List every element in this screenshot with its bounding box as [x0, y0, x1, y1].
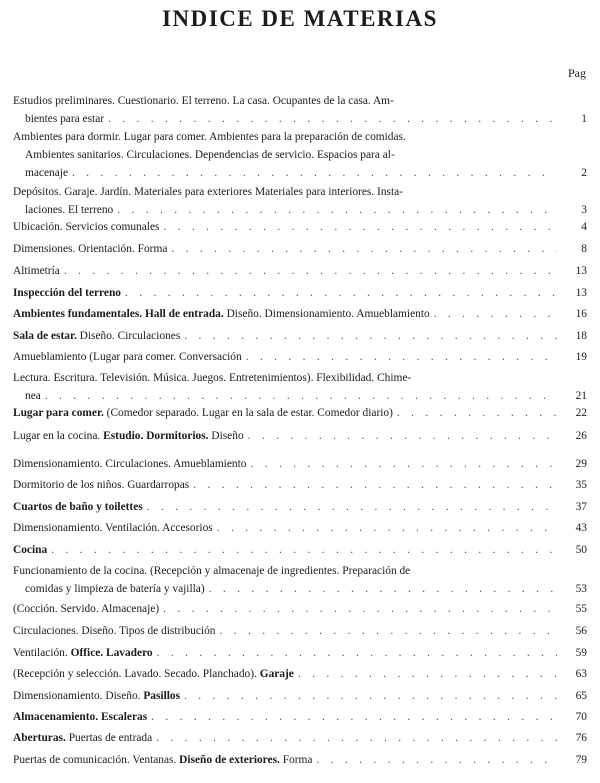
- toc-page-number: 29: [575, 458, 587, 470]
- toc-page-number: 56: [575, 625, 587, 637]
- toc-entry-line: [13, 644, 587, 662]
- toc-entry-text: [25, 149, 395, 161]
- toc-entry-heading: Garaje: [259, 668, 294, 680]
- toc-entry-text: [13, 95, 394, 107]
- toc-entry-line: [13, 327, 587, 345]
- toc-entry: [13, 751, 587, 769]
- toc-page-number: 16: [575, 308, 587, 320]
- toc-entry: [13, 455, 587, 473]
- toc-entry-subtopic: bientes para estar: [25, 113, 105, 125]
- toc-entry-subtopic: (Comedor separado. Lugar en la sala de estar. Comedor diario): [103, 407, 393, 419]
- toc-entry-subtopic: (Cocción. Servido. Almacenaje): [13, 603, 160, 615]
- toc-page-number: 4: [581, 221, 587, 233]
- toc-entry-subtopic: macenaje: [25, 167, 68, 179]
- dot-leader: [220, 622, 558, 640]
- toc-entry-subtopic: Ubicación. Servicios comunales: [13, 221, 160, 233]
- toc-entry-text: [13, 665, 294, 683]
- toc-entry: [13, 476, 587, 494]
- toc-entry: [13, 284, 587, 302]
- toc-page-number: 8: [581, 243, 587, 255]
- toc-entry-subtopic: Dimensiones. Orientación. Forma: [13, 243, 168, 255]
- dot-leader: [156, 729, 557, 747]
- toc-entry-line: [13, 708, 587, 726]
- toc-entry-line: [13, 427, 587, 445]
- toc-entry-subtopic: comidas y limpieza de batería y vajilla): [25, 583, 205, 595]
- toc-entry-text: [13, 262, 60, 280]
- dot-leader: [171, 240, 557, 258]
- toc-entry: [13, 600, 587, 618]
- toc-entry: [13, 729, 587, 747]
- toc-page-number: 53: [575, 583, 587, 595]
- toc-entry: [13, 644, 587, 662]
- toc-entry-text: [13, 404, 393, 422]
- toc-entry: [13, 369, 587, 405]
- dot-leader: [184, 327, 557, 345]
- dot-leader: [184, 687, 557, 705]
- toc-entry-line: [13, 284, 587, 302]
- toc-entry-text: [13, 476, 189, 494]
- toc-entry-heading: Ambientes fundamentales. Hall de entrada.: [13, 308, 224, 320]
- toc-page-number: 19: [575, 351, 587, 363]
- toc-entry-line: [13, 404, 587, 422]
- toc-page-number: 70: [575, 711, 587, 723]
- toc-entry-line: [13, 562, 587, 580]
- toc-entry-text: [13, 498, 143, 516]
- toc-page-number: 26: [575, 430, 587, 442]
- dot-leader: [298, 665, 557, 683]
- toc-entry-subtopic: Forma: [279, 754, 313, 766]
- toc-entry-text: [13, 372, 411, 384]
- toc-entry-subtopic: Funcionamiento de la cocina. (Recepción y almacenaje de ingredientes. Preparación de: [13, 565, 411, 577]
- dot-leader: [151, 708, 557, 726]
- page-column-header: Pag: [568, 66, 586, 80]
- dot-leader: [64, 262, 557, 280]
- dot-leader: [125, 284, 557, 302]
- toc-entry-heading: Office. Lavadero: [70, 647, 153, 659]
- toc-entry-subtopic: Puertas de entrada: [65, 732, 153, 744]
- toc-entry-subtopic: (Recepción y selección. Lavado. Secado. Planchado).: [13, 668, 260, 680]
- toc-page-number: 3: [581, 204, 587, 216]
- toc-entry-text: [13, 427, 244, 445]
- toc-page-number: 13: [575, 265, 587, 277]
- toc-entry-heading: Lugar para comer.: [13, 407, 104, 419]
- toc-entry-subtopic: Lugar en la cocina.: [13, 430, 104, 442]
- toc-entry-line: [13, 729, 587, 747]
- dot-leader: [246, 348, 557, 366]
- toc-entry: [13, 622, 587, 640]
- toc-entry-text: [13, 751, 312, 769]
- toc-entry-subtopic: Diseño: [208, 430, 244, 442]
- toc-entry-line: [13, 687, 587, 705]
- toc-entry-line: [13, 541, 587, 559]
- toc-entry-text: [13, 644, 153, 662]
- toc-entry: [13, 327, 587, 345]
- toc-entry-line: [13, 369, 587, 387]
- toc-entry-subtopic: Dimensionamiento. Ventilación. Accesorios: [13, 522, 213, 534]
- toc-entry-text: [13, 131, 406, 143]
- toc-entry-text: [13, 729, 152, 747]
- dot-leader: [250, 455, 557, 473]
- dot-leader: [248, 427, 557, 445]
- toc-entry-heading: Almacenamiento. Escaleras: [13, 711, 148, 723]
- toc-entry-subtopic: Amueblamiento (Lugar para comer. Conversación: [13, 351, 242, 363]
- toc-entry-heading: Aberturas.: [13, 732, 66, 744]
- toc-entry-subtopic: Puertas de comunicación. Ventanas.: [13, 754, 180, 766]
- toc-entry: [13, 128, 587, 182]
- dot-leader: [157, 644, 557, 662]
- toc-entry-subtopic: Diseño. Circulaciones: [76, 330, 181, 342]
- toc-entry-subtopic: Altimetría: [13, 265, 60, 277]
- toc-entry-heading: Cocina: [13, 544, 48, 556]
- toc-entry-line: [13, 201, 587, 219]
- toc-page-number: 76: [575, 732, 587, 744]
- toc-entry-text: [13, 565, 410, 577]
- toc-entry-line: [13, 751, 587, 769]
- toc-entry: [13, 348, 587, 366]
- toc-entry-text: [13, 600, 159, 618]
- toc-entry: [13, 404, 587, 422]
- dot-leader: [108, 110, 557, 128]
- toc-entry-line: [13, 519, 587, 537]
- dot-leader: [51, 541, 557, 559]
- toc-entry: [13, 92, 587, 128]
- toc-entry-subtopic: nea: [25, 390, 41, 402]
- toc-entry-line: [13, 622, 587, 640]
- toc-entry-subtopic: Ambientes para dormir. Lugar para comer. Ambientes para la preparación de comidas.: [13, 131, 406, 143]
- toc-entry-text: [13, 327, 180, 345]
- dot-leader: [217, 519, 557, 537]
- toc-entry: [13, 562, 587, 598]
- toc-page-number: 43: [575, 522, 587, 534]
- toc-entry-line: [13, 218, 587, 236]
- toc-entry-text: [25, 580, 205, 598]
- toc-page-number: 21: [575, 390, 587, 402]
- toc-entry-line: [13, 348, 587, 366]
- toc-entry: [13, 665, 587, 683]
- toc-entry-text: [13, 305, 430, 323]
- toc-entry: [13, 262, 587, 280]
- toc-entry-line: [13, 305, 587, 323]
- toc-entry-subtopic: Circulaciones. Diseño. Tipos de distribución: [13, 625, 216, 637]
- toc-entry: [13, 240, 587, 258]
- toc-entry-subtopic: Dormitorio de los niños. Guardarropas: [13, 479, 190, 491]
- toc-entry: [13, 183, 587, 219]
- dot-leader: [147, 498, 557, 516]
- toc-page-number: 2: [581, 167, 587, 179]
- toc-entry-line: [13, 183, 587, 201]
- toc-entry-line: [13, 92, 587, 110]
- toc-page-number: 22: [575, 407, 587, 419]
- toc-entry-text: [25, 164, 68, 182]
- toc-entry-text: [25, 387, 41, 405]
- toc-entry-text: [13, 519, 213, 537]
- dot-leader: [45, 387, 557, 405]
- toc-entry-text: [13, 622, 216, 640]
- dot-leader: [163, 600, 557, 618]
- toc-page-number: 18: [575, 330, 587, 342]
- toc-entry-subtopic: Dimensionamiento. Diseño.: [13, 690, 144, 702]
- toc-entry-text: [13, 708, 147, 726]
- toc-entry-heading: Diseño de exteriores.: [179, 754, 280, 766]
- dot-leader: [72, 164, 557, 182]
- dot-leader: [434, 305, 557, 323]
- toc-entry-subtopic: Dimensionamiento. Circulaciones. Amueblamiento: [13, 458, 247, 470]
- toc-entry-line: [13, 455, 587, 473]
- toc-entry-text: [13, 240, 167, 258]
- toc-entry-subtopic: Lectura. Escritura. Televisión. Música. Juegos. Entretenimientos). Flexibilidad. Chime-: [13, 372, 412, 384]
- toc-entry-subtopic: laciones. El terreno: [25, 204, 114, 216]
- toc-entry-subtopic: Depósitos. Garaje. Jardín. Materiales para exteriores Materiales para interiores. Insta-: [13, 186, 403, 198]
- toc-entry-line: [13, 262, 587, 280]
- toc-entry: [13, 218, 587, 236]
- toc-entry-line: [13, 128, 587, 146]
- dot-leader: [209, 580, 557, 598]
- toc-entry-line: [13, 476, 587, 494]
- toc-entry: [13, 305, 587, 323]
- toc-entry-line: [13, 146, 587, 164]
- toc-entry-text: [13, 687, 180, 705]
- toc-entry-heading: Inspección del terreno: [13, 287, 121, 299]
- toc-page-number: 65: [575, 690, 587, 702]
- dot-leader: [117, 201, 557, 219]
- toc-page-number: 1: [581, 113, 587, 125]
- toc-entry: [13, 687, 587, 705]
- toc-entry-text: [13, 541, 47, 559]
- toc-entry-line: [13, 110, 587, 128]
- toc-entry-subtopic: Ventilación.: [13, 647, 71, 659]
- dot-leader: [397, 404, 557, 422]
- toc-page-number: 35: [575, 479, 587, 491]
- toc-page-number: 63: [575, 668, 587, 680]
- toc-entry-subtopic: Estudios preliminares. Cuestionario. El terreno. La casa. Ocupantes de la casa. Am-: [13, 95, 394, 107]
- toc-entry: [13, 427, 587, 445]
- dot-leader: [193, 476, 557, 494]
- toc-entry-heading: Pasillos: [143, 690, 181, 702]
- toc-entry-line: [13, 164, 587, 182]
- toc-entry: [13, 708, 587, 726]
- toc-entry-line: [13, 600, 587, 618]
- toc-entry: [13, 498, 587, 516]
- toc-entry-text: [13, 455, 246, 473]
- toc-entry-text: [13, 186, 403, 198]
- toc-entry-text: [13, 218, 159, 236]
- toc-entry: [13, 519, 587, 537]
- toc-entry-heading: Estudio. Dormitorios.: [103, 430, 209, 442]
- toc-entry-line: [13, 498, 587, 516]
- toc-page-number: 13: [575, 287, 587, 299]
- toc-entry-text: [13, 348, 242, 366]
- dot-leader: [316, 751, 557, 769]
- page-title: INDICE DE MATERIAS: [162, 6, 438, 31]
- toc-entry-text: [25, 201, 113, 219]
- toc-entry: [13, 541, 587, 559]
- toc-entry-line: [13, 580, 587, 598]
- toc-entry-line: [13, 240, 587, 258]
- toc-page-number: 37: [575, 501, 587, 513]
- toc-entry-heading: Cuartos de baño y toilettes: [13, 501, 143, 513]
- toc-page-number: 55: [575, 603, 587, 615]
- toc-entry-subtopic: Diseño. Dimensionamiento. Amueblamiento: [223, 308, 430, 320]
- toc-entry-heading: Sala de estar.: [13, 330, 77, 342]
- toc-page-number: 79: [575, 754, 587, 766]
- toc-entry-subtopic: Ambientes sanitarios. Circulaciones. Dependencias de servicio. Espacios para al-: [25, 149, 395, 161]
- toc-entry-text: [25, 110, 104, 128]
- dot-leader: [163, 218, 557, 236]
- toc-page-number: 50: [575, 544, 587, 556]
- toc-entry-line: [13, 387, 587, 405]
- toc-page-number: 59: [575, 647, 587, 659]
- toc-entry-line: [13, 665, 587, 683]
- toc-entry-text: [13, 284, 121, 302]
